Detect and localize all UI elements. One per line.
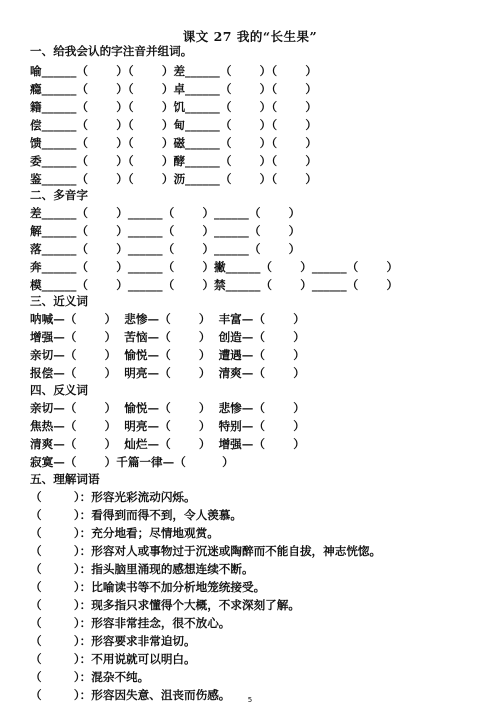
s1-line-5: 馈______（ ）（ ）磁______（ ）（ ） xyxy=(30,136,317,150)
s2-line-1: 差______（ ）______（ ）______（ ） xyxy=(30,206,301,220)
s1-line-4: 偿______（ ）（ ）甸______（ ）（ ） xyxy=(30,118,317,132)
s4-line-3: 清爽—（ ） 灿烂—（ ） 增强—（ ） xyxy=(30,437,305,451)
s2-line-5: 模______（ ）______（ ）禁______（ ）______（ ） xyxy=(30,278,399,292)
s4-line-2: 焦热—（ ） 明亮—（ ） 特别—（ ） xyxy=(30,419,305,433)
s1-line-3: 籍______（ ）（ ）饥______（ ）（ ） xyxy=(30,100,317,114)
s5-line-9: （ ）：形容要求非常迫切。 xyxy=(30,634,196,648)
s3-line-2: 增强—（ ） 苦恼—（ ） 创造—（ ） xyxy=(30,330,305,344)
s3-line-4: 报偿—（ ） 明亮—（ ） 清爽—（ ） xyxy=(30,366,305,380)
section-4-heading: 四、反义词 xyxy=(30,383,88,397)
s1-line-6: 委______（ ）（ ）酵______（ ）（ ） xyxy=(30,154,317,168)
s5-line-2: （ ）：看得到而得不到，令人羡慕。 xyxy=(30,508,242,522)
s5-line-5: （ ）：指头脑里涌现的感想连续不断。 xyxy=(30,562,254,576)
page-number: 5 xyxy=(247,696,253,704)
s5-line-3: （ ）：充分地看；尽情地观赏。 xyxy=(30,526,219,540)
s5-line-12: （ ）：形容因失意、沮丧而伤感。 xyxy=(30,688,231,702)
s2-line-4: 奔______（ ）______（ ）撇______（ ）______（ ） xyxy=(30,260,399,274)
s5-line-10: （ ）：不用说就可以明白。 xyxy=(30,652,196,666)
s4-line-4: 寂寞—（ ）千篇一律—（ ） xyxy=(30,455,234,469)
s5-line-1: （ ）：形容光彩流动闪烁。 xyxy=(30,490,196,504)
section-5-heading: 五、理解词语 xyxy=(30,472,100,486)
s3-line-3: 亲切—（ ） 愉悦—（ ） 遭遇—（ ） xyxy=(30,348,305,362)
lesson-title: 课文 27 我的“长生果” xyxy=(182,29,318,44)
section-1-heading: 一、给我会认的字注音并组词。 xyxy=(30,44,193,58)
s3-line-1: 呐喊—（ ） 悲惨—（ ） 丰富—（ ） xyxy=(30,312,305,326)
s1-line-1: 喻______（ ）（ ）差______（ ）（ ） xyxy=(30,64,317,78)
s2-line-2: 解______（ ）______（ ）______（ ） xyxy=(30,224,301,238)
s1-line-2: 瘾______（ ）（ ）卓______（ ）（ ） xyxy=(30,82,317,96)
s1-line-7: 鉴______（ ）（ ）沥______（ ）（ ） xyxy=(30,172,317,186)
s5-line-11: （ ）：混杂不纯。 xyxy=(30,670,150,684)
section-2-heading: 二、多音字 xyxy=(30,188,88,202)
s5-line-4: （ ）：形容对人或事物过于沉迷或陶醉而不能自拔，神志恍惚。 xyxy=(30,544,382,558)
s2-line-3: 落______（ ）______（ ）______（ ） xyxy=(30,242,301,256)
s5-line-6: （ ）：比喻读书等不加分析地笼统接受。 xyxy=(30,580,266,594)
s4-line-1: 亲切—（ ） 愉悦—（ ） 悲惨—（ ） xyxy=(30,401,305,415)
s5-line-8: （ ）：形容非常挂念，很不放心。 xyxy=(30,616,231,630)
s5-line-7: （ ）：现多指只求懂得个大概，不求深刻了解。 xyxy=(30,598,300,612)
section-3-heading: 三、近义词 xyxy=(30,294,88,308)
